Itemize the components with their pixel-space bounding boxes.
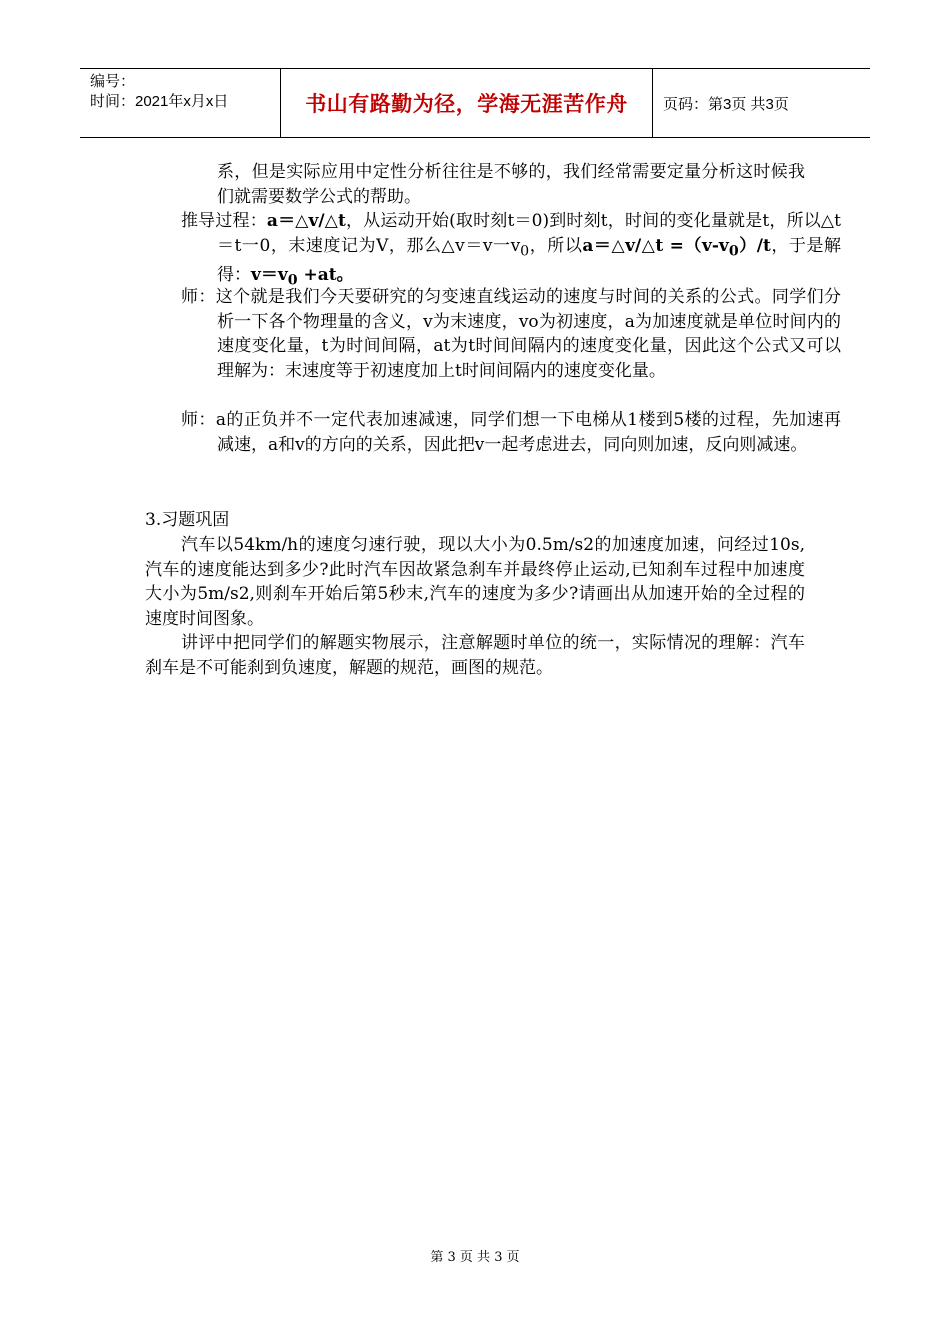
formula-acceleration: a＝△v/△t xyxy=(266,211,346,231)
paragraph-intro: 系，但是实际应用中定性分析往往是不够的，我们经常需要定量分析这时候我们就需要数学公式的帮助。 xyxy=(217,162,805,207)
page-footer: 第 3 页 共 3 页 xyxy=(430,1250,520,1265)
paragraph-teacher-1: 师：这个就是我们今天要研究的匀变速直线运动的速度与时间的关系的公式。同学们分析一下各个物理量的含义，v为末速度，vo为初速度，a为加速度就是单位时间内的速度变化量，t为时间间隔，at为t时间间隔内的速度变化量，因此这个公式又可以理解为：末速度等于初速度加上t时间间隔内的速度变化量。 xyxy=(181,287,841,381)
subscript-zero: 0 xyxy=(520,242,530,259)
document-number-label: 编号： xyxy=(90,73,136,90)
paragraph-exercise: 汽车以54km/h的速度匀速行驶，现以大小为0.5m/s2的加速度加速，问经过10s,汽车的速度能达到多少?此时汽车因故紧急刹车并最终停止运动,已知刹车过程中加速度大小为5m/s2,则刹车开始后第5秒末,汽车的速度为多少?请画出从加速开始的全过程的速度时间图象。 xyxy=(145,535,805,629)
derivation-text-3: ，于是解得： xyxy=(217,235,842,286)
header-left-cell xyxy=(80,69,280,137)
paragraph-review: 讲评中把同学们的解题实物展示，注意解题时单位的统一，实际情况的理解：汽车刹车是不可能刹到负速度，解题的规范，画图的规范。 xyxy=(145,633,805,678)
paragraph-teacher-2: 师：a的正负并不一定代表加速减速，同学们想一下电梯从1楼到5楼的过程，先加速再减速，a和v的方向的关系，因此把v一起考虑进去，同向则加速，反向则减速。 xyxy=(181,410,841,455)
derivation-lead: 推导过程： xyxy=(181,211,267,231)
formula-acceleration-expanded: a＝△v/△t $=(v-v_0)/t$ xyxy=(582,235,771,259)
page-header xyxy=(80,68,870,138)
header-page-cell xyxy=(653,69,870,137)
section-title: 3.习题巩固 xyxy=(145,510,230,530)
header-page-label: 页码：第3页 共3页 xyxy=(663,95,789,113)
formula-velocity: $v=v_0 +at$。 xyxy=(251,265,354,289)
paragraph-derivation xyxy=(181,209,841,293)
header-motto: 书山有路勤为径，学海无涯苦作舟 xyxy=(305,93,628,116)
document-time-label: 时间：2021年x月x日 xyxy=(90,93,229,110)
derivation-text-1: ，从运动开始(取时刻t＝0)到时刻t，时间的变化量就是t，所以△t＝t一0，末速度记为V，那么△v＝v一v xyxy=(217,211,841,256)
derivation-text-2: ，所以 xyxy=(529,235,583,256)
header-motto-cell xyxy=(280,69,653,137)
